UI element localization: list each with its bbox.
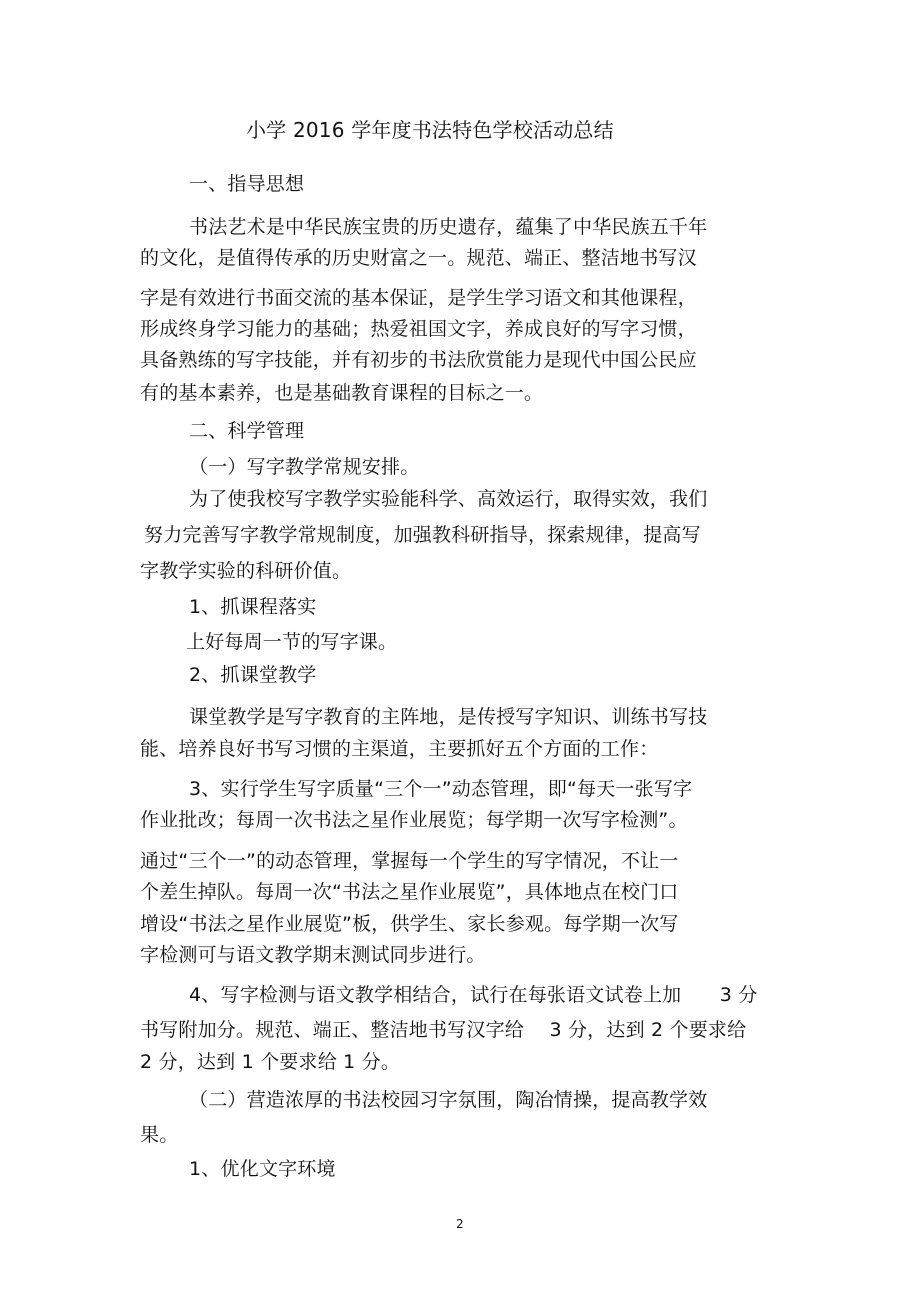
paragraph-line: 上好每周一节的写字课。 [186,631,398,653]
document-title: 小学 2016 学年度书法特色学校活动总结 [246,118,614,142]
paragraph-line: 书写附加分。规范、端正、整洁地书写汉字给 3 分，达到 2 个要求给 [140,1019,747,1041]
subsection-heading: （一）写字教学常规安排。 [189,456,420,478]
paragraph-line: 果。 [140,1124,179,1146]
subsection-heading: （二）营造浓厚的书法校园习字氛围，陶冶情操，提高教学效 [189,1089,708,1111]
list-item-line: 4、写字检测与语文教学相结合，试行在每张语文试卷上加 3 分 [189,984,758,1006]
paragraph-line: 2 分，达到 1 个要求给 1 分。 [140,1051,401,1073]
paragraph-line: 个差生掉队。每周一次“书法之星作业展览”，具体地点在校门口 [140,881,679,903]
section-heading-scientific-management: 二、科学管理 [189,420,305,442]
paragraph-line: 字是有效进行书面交流的基本保证，是学生学习语文和其他课程， [140,287,697,309]
paragraph-line: 字教学实验的科研价值。 [140,560,352,582]
paragraph-line: 有的基本素养，也是基础教育课程的目标之一。 [140,382,544,404]
paragraph-line: 增设“书法之星作业展览”板，供学生、家长参观。每学期一次写 [140,913,679,935]
list-heading: 2、抓课堂教学 [189,664,317,686]
list-heading: 1、优化文字环境 [189,1158,336,1180]
paragraph-line: 字检测可与语文教学期末测试同步进行。 [140,944,486,966]
paragraph-line: 课堂教学是写字教育的主阵地，是传授写字知识、训练书写技 [189,706,708,728]
paragraph-line: 为了使我校写字教学实验能科学、高效运行，取得实效，我们 [189,488,708,510]
list-heading: 1、抓课程落实 [189,596,317,618]
paragraph-line: 的文化，是值得传承的历史财富之一。规范、端正、整洁地书写汉 [140,247,697,269]
paragraph-line: 作业批改；每周一次书法之星作业展览；每学期一次写字检测”。 [140,809,688,831]
paragraph-line: 能、培养良好书写习惯的主渠道，主要抓好五个方面的工作： [140,738,659,760]
page-number: 2 [456,1217,464,1231]
paragraph-line: 努力完善写字教学常规制度，加强教科研指导，探索规律，提高写 [144,524,701,546]
paragraph-line: 形成终身学习能力的基础；热爱祖国文字，养成良好的写字习惯， [140,318,697,340]
paragraph-line: 具备熟练的写字技能，并有初步的书法欣赏能力是现代中国公民应 [140,349,697,371]
paragraph-line: 书法艺术是中华民族宝贵的历史遗存，蕴集了中华民族五千年 [189,216,708,238]
list-item-line: 3、实行学生写字质量“三个一”动态管理，即“每天一张写字 [189,778,693,800]
paragraph-line: 通过“三个一”的动态管理，掌握每一个学生的写字情况，不让一 [140,850,679,872]
section-heading-guiding-ideas: 一、指导思想 [189,173,305,195]
